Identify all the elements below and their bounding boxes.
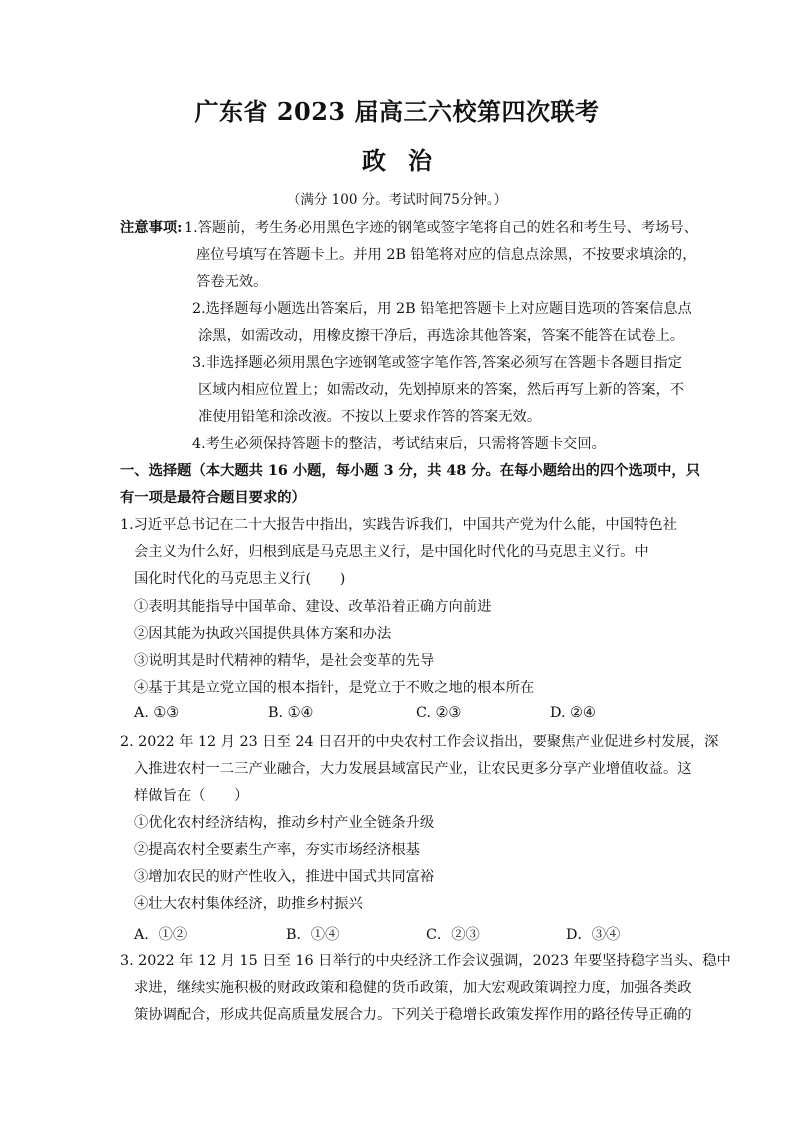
q2-stem: 样做旨在（ ） <box>134 788 249 804</box>
section-heading: 一、选择题（本大题共 16 小题，每小题 3 分，共 48 分。在每小题给出的四个选项中，只 <box>120 463 700 479</box>
q1-option-d[interactable]: D. ②④ <box>550 705 596 721</box>
note-line: 区域内相应位置上；如需改动，先划掉原来的答案，然后再写上新的答案，不 <box>198 382 685 398</box>
q1-option-b[interactable]: B. ①④ <box>268 705 314 721</box>
q1-stem: 会主义为什么好，归根到底是马克思主义行，是中国化时代化的马克思主义行。中 <box>134 544 649 560</box>
q1-item: ③说明其是时代精神的精华，是社会变革的先导 <box>134 653 435 669</box>
section-heading-cont: 有一项是最符合题目要求的） <box>120 490 306 506</box>
q2-item: ①优化农村经济结构，推动乡村产业全链条升级 <box>134 815 435 831</box>
q1-stem: 1.习近平总书记在二十大报告中指出，实践告诉我们，中国共产党为什么能，中国特色社 <box>120 517 677 533</box>
q3-stem: 策协调配合，形成共促高质量发展合力。下列关于稳增长政策发挥作用的路径传导正确的 <box>134 1007 692 1023</box>
note-line: 答卷无效。 <box>196 274 268 290</box>
q1-stem: 国化时代化的马克思主义行( ) <box>134 571 346 587</box>
q2-item: ③增加农民的财产性收入，推进中国式共同富裕 <box>134 869 435 885</box>
q1-item: ④基于其是立党立国的根本指针，是党立于不败之地的根本所在 <box>134 680 535 696</box>
note-line: 1.答题前，考生务必用黑色字迹的钢笔或签字笔将自己的姓名和考生号、考场号、 <box>184 220 699 236</box>
exam-title: 广东省 2023 届高三六校第四次联考 <box>194 97 600 126</box>
q1-option-c[interactable]: C. ②③ <box>416 705 462 721</box>
q1-item: ①表明其能指导中国革命、建设、改革沿着正确方向前进 <box>134 599 492 615</box>
note-line: 准使用铅笔和涂改液。不按以上要求作答的答案无效。 <box>198 409 542 425</box>
note-line: 座位号填写在答题卡上。并用 2B 铅笔将对应的信息点涂黑，不按要求填涂的， <box>196 247 697 263</box>
q1-option-a[interactable]: A. ①③ <box>134 705 180 721</box>
q2-stem: 入推进农村一二三产业融合，大力发展县域富民产业，让农民更多分享产业增值收益。这 <box>134 761 692 777</box>
q2-option-d[interactable]: D．③④ <box>566 927 621 943</box>
q2-item: ④壮大农村集体经济，助推乡村振兴 <box>134 896 363 912</box>
subject-title: 政治 <box>362 146 454 175</box>
q2-option-c[interactable]: C．②③ <box>426 927 480 943</box>
q2-options <box>0 924 794 944</box>
exam-meta: （满分 100 分。考试时间75分钟。） <box>286 192 508 208</box>
note-line: 涂黑，如需改动，用橡皮擦干净后，再选涂其他答案，答案不能答在试卷上。 <box>198 328 685 344</box>
q3-stem: 求进，继续实施积极的财政政策和稳健的货币政策，加大宏观政策调控力度，加强各类政 <box>134 980 692 996</box>
note-line: 3.非选择题必须用黑色字迹钢笔或签字笔作答,答案必须写在答题卡各题目指定 <box>192 355 682 371</box>
q1-item: ②因其能为执政兴国提供具体方案和办法 <box>134 626 392 642</box>
note-line: 2.选择题每小题选出答案后，用 2B 铅笔把答题卡上对应题目选项的答案信息点 <box>192 301 692 317</box>
q2-option-b[interactable]: B．①④ <box>286 927 340 943</box>
notes-label: 注意事项: <box>120 220 183 236</box>
note-line: 4.考生必须保持答题卡的整洁，考试结束后，只需将答题卡交回。 <box>192 436 606 452</box>
q3-stem: 3. 2022 年 12 月 15 日至 16 日举行的中央经济工作会议强调，2023 年要坚持稳字当头、稳中 <box>120 953 731 969</box>
q2-option-a[interactable]: A．①② <box>134 927 188 943</box>
q2-item: ②提高农村全要素生产率，夯实市场经济根基 <box>134 842 420 858</box>
q1-options <box>0 705 794 725</box>
q2-stem: 2. 2022 年 12 月 23 日至 24 日召开的中央农村工作会议指出，要聚焦产业促进乡村发展，深 <box>120 734 719 750</box>
